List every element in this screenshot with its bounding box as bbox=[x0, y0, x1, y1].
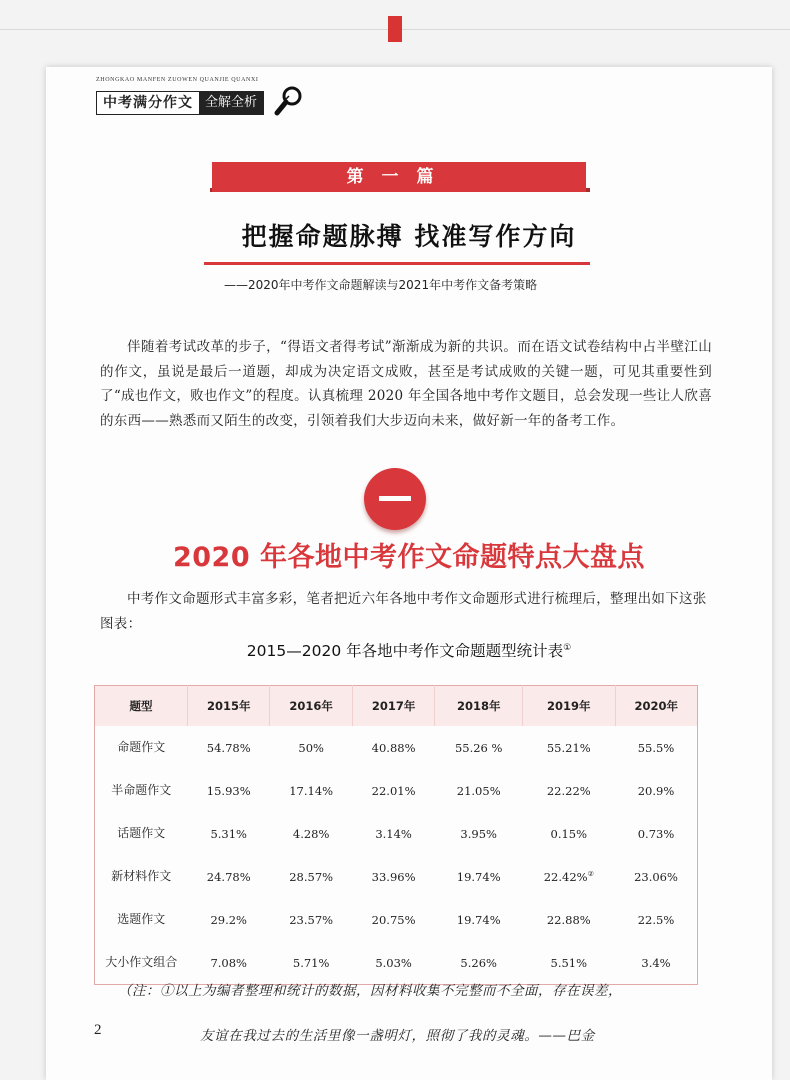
row-type-cell: 半命题作文 bbox=[111, 783, 172, 797]
table-cell-value: 22.42% bbox=[543, 869, 588, 884]
table-cell-value: 7.08% bbox=[210, 955, 247, 970]
table-cell-value: 22.01% bbox=[371, 783, 416, 798]
table-cell bbox=[435, 898, 523, 941]
table-footnote: （注：①以上为编者整理和统计的数据，因材料收集不完整而不全面，存在误差， bbox=[118, 983, 622, 999]
table-cell bbox=[352, 855, 434, 898]
table-cell-value: 54.78% bbox=[206, 740, 251, 755]
table-cell-value: 5.71% bbox=[292, 955, 330, 970]
table-cell-value: 20.75% bbox=[371, 912, 416, 927]
table-cell-value: 17.14% bbox=[289, 783, 334, 798]
table-cell-value: 23.57% bbox=[289, 912, 334, 927]
table-cell-value: 5.31% bbox=[210, 826, 247, 841]
row-type-cell: 新材料作文 bbox=[111, 869, 172, 883]
header-cell: 2018年 bbox=[435, 686, 523, 727]
table-cell bbox=[352, 769, 434, 812]
chapter-title: 把握命题脉搏 找准写作方向 bbox=[241, 222, 577, 251]
table-cell bbox=[615, 812, 698, 855]
table-body bbox=[95, 726, 698, 985]
header-cell: 2017年 bbox=[352, 686, 434, 727]
table-cell-value: 22.5% bbox=[637, 912, 675, 927]
table-cell-value: 0.15% bbox=[550, 826, 588, 841]
row-type-cell: 选题作文 bbox=[117, 912, 166, 926]
series-header bbox=[96, 91, 264, 115]
table-cell bbox=[188, 726, 270, 769]
table-cell-value: 50% bbox=[298, 740, 324, 755]
footer-quote: 友谊在我过去的生活里像一盏明灯，照彻了我的灵魂。——巴金 bbox=[200, 1028, 595, 1044]
row-type-cell: 话题作文 bbox=[117, 826, 166, 840]
table-cell bbox=[523, 769, 615, 812]
table-cell-value: 40.88% bbox=[371, 740, 416, 755]
table-cell-value: 0.73% bbox=[637, 826, 675, 841]
table-cell-value: 33.96% bbox=[371, 869, 416, 884]
magnifier-icon bbox=[274, 85, 308, 117]
table-cell bbox=[435, 812, 523, 855]
section-paragraph: 中考作文命题形式丰富多彩，笔者把近六年各地中考作文命题形式进行梳理后，整理出如下这张图表： bbox=[100, 591, 707, 632]
header-cell: 2015年 bbox=[188, 686, 270, 727]
section-title: 2020 年各地中考作文命题特点大盘点 bbox=[172, 542, 646, 573]
table-cell-value: 20.9% bbox=[637, 783, 675, 798]
table-cell-value: 3.14% bbox=[375, 826, 412, 841]
section-number-glyph bbox=[379, 496, 411, 501]
table-cell bbox=[615, 769, 698, 812]
title-underline bbox=[204, 262, 590, 265]
table-cell bbox=[435, 855, 523, 898]
header-cell: 2016年 bbox=[270, 686, 352, 727]
table-cell bbox=[270, 769, 352, 812]
chapter-subtitle: ——2020年中考作文命题解读与2021年中考作文备考策略 bbox=[224, 278, 538, 292]
table-cell bbox=[188, 941, 270, 985]
table-cell bbox=[270, 941, 352, 985]
table-cell-value: 19.74% bbox=[456, 869, 501, 884]
table-cell-value: 55.21% bbox=[546, 740, 591, 755]
table-cell-value: 3.4% bbox=[641, 955, 671, 970]
table-cell-value: 22.22% bbox=[546, 783, 591, 798]
table-cell bbox=[615, 898, 698, 941]
table-cell-value: 3.95% bbox=[460, 826, 497, 841]
table-cell-value: 55.26 % bbox=[454, 740, 503, 755]
table-cell bbox=[615, 855, 698, 898]
header-cell: 题型 bbox=[95, 686, 188, 727]
row-type-cell: 大小作文组合 bbox=[105, 955, 178, 969]
table-row bbox=[95, 812, 698, 855]
table-cell-footnote-mark: ② bbox=[587, 869, 594, 878]
table-cell bbox=[352, 726, 434, 769]
table-cell-value: 21.05% bbox=[456, 783, 501, 798]
series-tag: 全解全析 bbox=[199, 92, 263, 114]
table-cell bbox=[270, 812, 352, 855]
table-cell bbox=[352, 812, 434, 855]
table-cell bbox=[352, 898, 434, 941]
table-cell-value: 23.06% bbox=[634, 869, 678, 884]
table-cell-value: 22.88% bbox=[546, 912, 591, 927]
table-row bbox=[95, 855, 698, 898]
table-cell-value: 5.51% bbox=[550, 955, 588, 970]
table-row bbox=[95, 898, 698, 941]
table-cell-value: 19.74% bbox=[456, 912, 501, 927]
table-header-row bbox=[95, 686, 698, 727]
table-cell bbox=[523, 941, 615, 985]
intro-paragraph: 伴随着考试改革的步子，“得语文者得考试”渐渐成为新的共识。而在语文试卷结构中占半壁江山的作文，虽说是最后一道题，却成为决定语文成败，甚至是考试成败的关键一题，可见其重要性到了“成也作文，败也作文”的程度。认真梳理 2020 年全国各地中考作文题目，总会发现一些让人欣喜的东西——熟悉而又陌生的改变，引领着我们大步迈向未来，做好新一年的备考工作。 bbox=[100, 339, 712, 429]
table-cell bbox=[188, 898, 270, 941]
table-title-footnote-mark: ① bbox=[563, 642, 572, 653]
table-cell-value: 5.26% bbox=[460, 955, 497, 970]
table-cell bbox=[352, 941, 434, 985]
table-cell bbox=[188, 769, 270, 812]
header-cell: 2020年 bbox=[615, 686, 698, 727]
stats-table bbox=[94, 685, 698, 985]
table-cell bbox=[435, 941, 523, 985]
series-name: 中考满分作文 bbox=[97, 92, 199, 114]
row-type-cell: 命题作文 bbox=[117, 740, 166, 754]
table-title-text: 2015—2020 年各地中考作文命题题型统计表 bbox=[246, 642, 564, 660]
table-cell-value: 55.5% bbox=[637, 740, 675, 755]
table-row bbox=[95, 769, 698, 812]
table-cell bbox=[188, 812, 270, 855]
book-page bbox=[46, 67, 772, 1080]
table-cell bbox=[188, 855, 270, 898]
table-cell bbox=[523, 812, 615, 855]
table-cell bbox=[270, 726, 352, 769]
table-cell-value: 29.2% bbox=[210, 912, 247, 927]
series-english-title: ZHONGKAO MANFEN ZUOWEN QUANJIE QUANXI bbox=[96, 77, 259, 83]
page-number: 2 bbox=[94, 1022, 102, 1038]
section-number-badge bbox=[364, 468, 426, 530]
table-cell-value: 28.57% bbox=[289, 869, 334, 884]
table-row bbox=[95, 726, 698, 769]
top-bookmark-mark bbox=[388, 16, 402, 42]
table-cell-value: 24.78% bbox=[206, 869, 251, 884]
table-cell bbox=[270, 855, 352, 898]
table-cell bbox=[615, 941, 698, 985]
chapter-banner: 第一篇 bbox=[212, 162, 586, 192]
header-cell: 2019年 bbox=[523, 686, 615, 727]
table-cell-value: 5.03% bbox=[375, 955, 412, 970]
table-cell bbox=[523, 898, 615, 941]
table-title bbox=[46, 639, 772, 661]
table-cell-value: 15.93% bbox=[206, 783, 251, 798]
table-cell bbox=[270, 898, 352, 941]
table-cell-value: 4.28% bbox=[292, 826, 330, 841]
table-cell bbox=[523, 855, 615, 898]
table-cell bbox=[435, 769, 523, 812]
table-cell bbox=[435, 726, 523, 769]
table-row bbox=[95, 941, 698, 985]
table-cell bbox=[523, 726, 615, 769]
table-cell bbox=[615, 726, 698, 769]
